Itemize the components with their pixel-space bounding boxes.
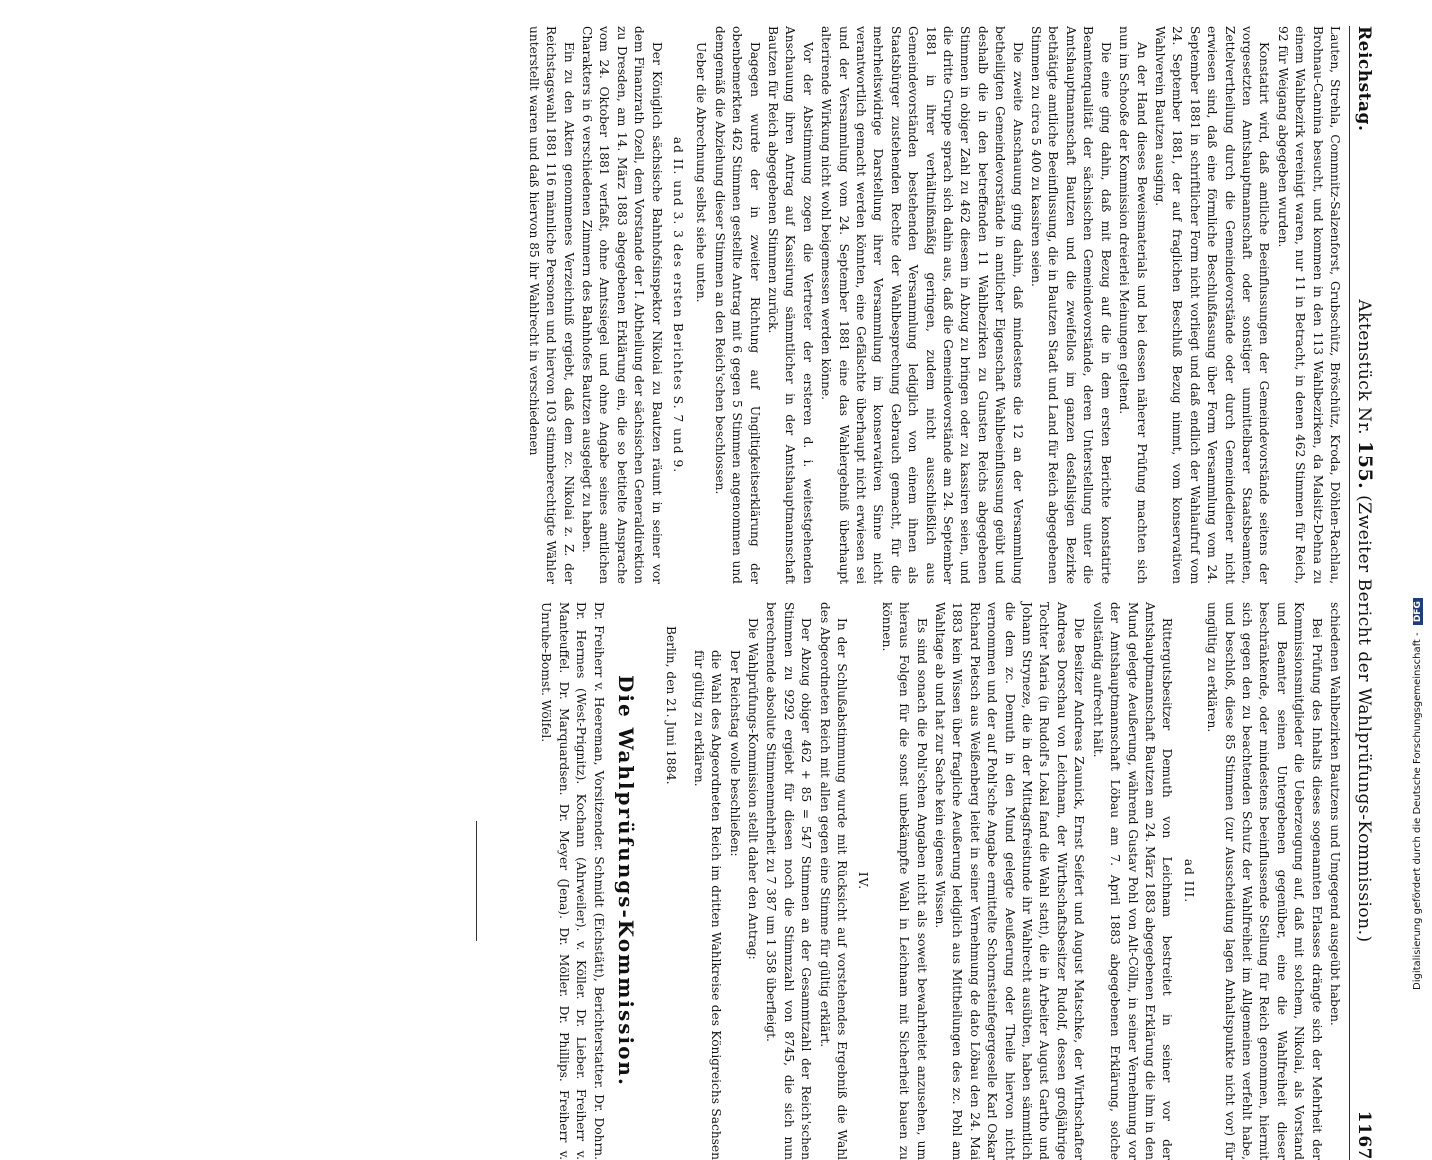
header-center [1354,131,1376,1110]
paragraph: An der Hand dieses Beweismaterials und bei dessen näherer Prüfung machten sich nun im Schooße der Kommission dreierlei Meinungen geltend. [1117,26,1149,584]
motion-line: Der Reichstag wolle beschließen: [727,650,742,857]
digitization-stamp [1412,598,1423,990]
text-columns [476,26,1343,1160]
paragraph: In der Schlußabstimmung wurde mit Rücksicht auf vorstehendes Ergebniß die Wahl des Abgeordneten Reich mit allen gegen eine Stimme für gültig erklärt. [817,602,850,1160]
paragraph: Dagegen wurde der in zweiter Richtung auf Ungiltigkeitserklärung der obenbemerkten 462 Stimmen gestellte Antrag mit 6 gegen 5 Stimmen angenommen und demgemäß die Abziehung dieser Stimmen an den Reich'schen beschlossen. [712,26,762,584]
paragraph: Der Königlich sächsische Bahnhofsinspektor Nikolai zu Bautzen räumt in seiner vor dem Finanzrath Ozell, dem Vorstande der I. Abtheilung der sächsischen Generaldirektion zu Dresden, am 14. März 1883 abgegebenen Erklärung ein, die so betitelte Ansprache vom 24. Oktober 1881 verfaßt, ohne Amtssiegel und ohne Angabe seines amtlichen Charakters in 6 verschiedenen Zimmern des Bahnhofes Bautzen ausgelegt zu haben. [579,26,664,584]
paragraph: Die Besitzer Andreas Zaunick, Ernst Seifert und August Matschke, der Wirthschafter Andreas Dorschau von Leichnam, der Wirthschaftsbesitzer Rudolf, dessen großjährige Tochter Maria (in Rudolf's Lokal fand die Wahl statt), die in Arbeiter August Gartho und Johann Stryneze, die in der Mittagsfreistunde ihr Wahlrecht ausübten, haben sämmtlich die dem zc. Demuth in den Mund gelegte Aeußerung oder Theile hiervon nicht vernommen und der auf Pohl'sche Angabe ermittelte Schornsteinfegergeselle Karl Oskar Richard Pietsch aus Weißenberg leitet in seiner Vernehmung de dato Löbau den 24. Mai 1883 kein Wissen über fragliche Aeußerung lediglich aus Mittheilungen des zc. Pohl am Wahltage ab und hat zur Sache kein eigenes Wissen. [933,602,1087,1160]
section-heading: ad II. und 3. 3 des ersten Berichtes S. 7 und 9. [670,136,685,474]
date-line: Berlin, den 21. Juni 1884. [664,626,679,785]
end-rule [476,821,477,941]
paragraph: Die zweite Anschauung ging dahin, daß mindestens die 12 an der Versammlung betheiligten Gemeindevorstände in amtlicher Eigenschaft Wahlbeeinflussung geübt und deshalb die in den betreffenden 11 Wahlbezirken zu Gunsten Reichs abgegebenen Stimmen in obiger Zahl zu 462 diesem in Abzug zu bringen oder zu kassiren seien, und die dritte Gruppe sprach sich dahin aus, daß die Gemeindevorstände am 24. September 1881 in ihrer verhältnißmäßig geringen, zudem nicht ausschließlich aus Gemeindevorständen bestehenden Versammlung lediglich von einem ihnen als Staatsbürger zustehenden Rechte der Wahlbesprechung Gebrauch gemacht, für die mehrheitswidrige Darstellung ihrer Versammlung im konservativen Sinne nicht verantwortlich gemacht werden könnten, eine Gefälschte überhaupt nicht erwiesen sei und der Versammlung vom 24. September 1881 eine das Wahlergebniß überhaupt alterirende Wirkung nicht wohl beigemessen werden könne. [819,26,1025,584]
header-number: 155. [1354,440,1376,490]
member-list [537,602,607,1160]
page-number: 1167 [1354,1110,1374,1160]
stamp-text: Digitalisierung gefördert durch die Deutsche Forschungsgemeinschaft - [1412,632,1423,990]
motion-text: die Wahl des Abgeordneten Reich im dritten Wahlkreise des Königreichs Sachsen für gültig zu erklären. [691,650,724,1160]
column-left [476,26,1343,584]
paragraph: schiedenen Wahlbezirken Bautzens und Umgegend ausgeübt haben. [1328,602,1342,1026]
paragraph: Die eine ging dahin, daß mit Bezug auf die in dem ersten Berichte konstatirte Beamtenqualität der sächsischen Gemeindevorstände, deren Unterstellung unter die Amtshauptmannschaft Bautzen und die zweifellos im ganzen desfallsigen Bezirke bethätigte amtliche Beeinflussung, die in Bautzen Stadt und Land für Reich abgegebenen Stimmen zu circa 5 400 zu kassiren seien. [1029,26,1113,584]
commission-title: Die Wahlprüfungs-Kommission. [613,675,638,1087]
paragraph: Bei Prüfung des Inhalts dieses sogenannten Erlasses drängte sich der Mehrheit der Kommissionsmitglieder die Ueberzeugung auf, daß mit solchem, Nikolai, als Vorstand und Beamter seinen Untergebenen gegenüber, eine die Wahlfreiheit dieser beschränkende, oder mindestens beeinflussende Stellung für Reich genommen, hiermit sich gegen den zu beachtenden Schutz der Wahlfreiheit im Allgemeinen verfehlt habe, und beschloß, diese 85 Stimmen (zur Ausscheidung lagen Anhaltspunkte nicht vor) für ungültig zu erklären. [1205,602,1324,1160]
column-right [476,602,1343,1160]
paragraph: Der Abzug obiger 462 + 85 = 547 Stimmen an der Gesammtzahl der Reich'schen Stimmen zu 9292 ergiebt für diesen noch die Stimmzahl von 8745, die sich nun berechnende absolute Stimmenmehrheit zu 7 387 um 1 358 überfleigt. [764,602,814,1160]
paragraph: Vor der Abstimmung zogen die Vertreter der ersteren d. i. weitestgehenden Anschauung ihren Antrag auf Kassirung sämmtlicher in der Amtshauptmannschaft Bautzen für Reich abgegebenen Stimmen zurück. [766,26,815,584]
dfg-logo: DFG [1413,598,1423,625]
section-heading: ad III. [1181,858,1196,904]
paragraph: Lauten, Strehla, Commnitz-Salzenforst, Grubschütz, Bröschütz, Kroda, Döhlen-Rachlau, Brohnau-Cannina besucht, und kommen in den 113 Wahlbezirken, da Malsitz-Dehna zu einem Wahlbezirk vereinigt waren, nur 11 in Betracht, in denen 462 Stimmen für Reich, 92 für Weigang abgegeben wurden. [1275,26,1342,584]
page-content [434,26,1376,1160]
paragraph: Ein zu den Akten genommenes Verzeichniß ergiebt, daß dem zc. Nikolai z. Z. der Reichstagswahl 1881 116 männliche Personen und hiervon 103 stimmberechtigte Wähler unterstellt waren und daß hiervon 85 ihr Wahlrecht in verschiedenen [526,26,576,584]
header-suffix: (Zweiter Bericht der Wahlprüfungs-Kommission.) [1354,495,1374,943]
header-left: Reichstag. [1354,26,1374,132]
members-text: Dr. Freiherr v. Heereman, Vorsitzender. Schmidt (Eichstätt), Berichterstatter. Dr. Dohrn. Dr. Hermes (West-Prignitz). Kochann (Ahrweiler). v. Köller. Dr. Lieber. Freiherr v. Manteuffel. Dr. Marquardsen. Dr. Meyer (Jena). Dr. Möller. Dr. Phillips. Freiherr v. Unruhe-Bomst. Wölfel. [539,602,606,1160]
paragraph: Rittergutsbesitzer Demuth von Leichnam bestreitet in seiner vor der Amtshauptmannschaft Bautzen am 24. März 1883 abgegebenen Erklärung die ihm in den Mund gelegte Aeußerung, während Gustav Pohl von Alt-Cölln, in seiner Vernehmung vor der Amtshauptmannschaft Löbau am 7. April 1883 abgegebenen Erklärung, solche vollständig aufrecht hält. [1090,602,1175,1160]
paragraph: Ueber die Abrechnung selbst siehe unten. [694,42,709,303]
header-prefix: Aktenstück Nr. [1354,299,1374,436]
page-header [1349,26,1376,1160]
section-heading: IV. [856,871,871,891]
paragraph: Konstatirt wird, daß amtliche Beeinflussungen der Gemeindevorstände seitens der vorgesetzten Amtshauptmannschaft oder sonstiger unmittelbarer Staatsbeamten, Zettelvertheilung durch die Gemeindevorstände oder durch Gemeindediener nicht erwiesen sind, daß eine förmliche Beschlußfassung über Form Versammlung vom 24. September 1881 in schriftlicher Form nicht vorliegt und daß endlich der Wahlaufruf vom 24. September 1881, der auf fraglichen Beschluß Bezug nimmt, vom konservativen Wahlverein Bautzen ausging. [1152,26,1272,584]
paragraph: Die Wahlprüfungs-Kommission stellt daher den Antrag: [746,618,760,960]
paragraph: Es sind sonach die Pohl'schen Angaben nicht als soweit bewahrheitet anzusehen, um hieraus Folgen für die sonst unbekämpfte Wahl in Leichnam mit Sicherheit bauen zu können. [879,602,929,1160]
